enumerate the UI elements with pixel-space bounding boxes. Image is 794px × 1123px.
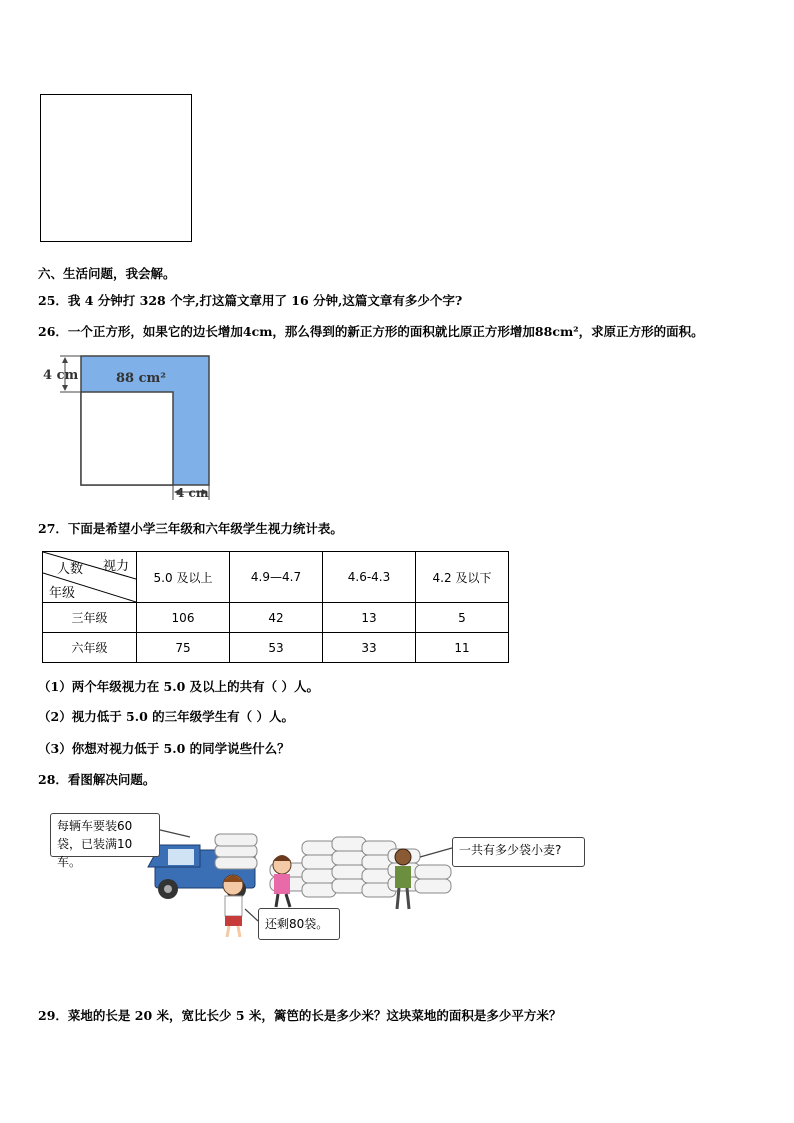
section-title: 六、生活问题，我会解。 (38, 266, 176, 281)
table-row (43, 603, 509, 633)
table-cell: 75 (137, 633, 230, 663)
vision-statistics-table (42, 551, 509, 663)
table-header-row (43, 552, 509, 603)
table-corner-cell (43, 552, 137, 603)
column-header: 4.2 及以下 (416, 552, 509, 603)
blank-drawing-square (40, 94, 192, 242)
child-figure-boy-front (223, 875, 243, 937)
column-header: 4.9—4.7 (230, 552, 323, 603)
column-header: 4.6-4.3 (323, 552, 416, 603)
speech-bubble-truck: 每辆车要装60袋，已装满10车。 (50, 813, 160, 857)
question-26: 26．一个正方形，如果它的边长增加4cm，那么得到的新正方形的面积就比原正方形增加88cm²，求原正方形的面积。 (38, 324, 704, 339)
original-square (81, 392, 173, 485)
table-cell: 11 (416, 633, 509, 663)
square-growth-figure (40, 352, 215, 502)
question-25: 25．我 4 分钟打 328 个字,打这篇文章用了 16 分钟,这篇文章有多少个字? (38, 293, 463, 308)
child-figure-girl (273, 855, 291, 907)
row-grade-label: 三年级 (43, 603, 137, 633)
table-cell: 5 (416, 603, 509, 633)
speech-bubble-question: 一共有多少袋小麦? (452, 837, 585, 867)
question-27: 27．下面是希望小学三年级和六年级学生视力统计表。 (38, 521, 343, 536)
speech-bubble-remaining: 还剩80袋。 (258, 908, 340, 940)
child-figure-boy-right (395, 849, 411, 909)
corner-label-count: 人数 (57, 562, 84, 577)
corner-label-vision: 视力 (103, 559, 130, 574)
row-grade-label: 六年级 (43, 633, 137, 663)
question-27-sub-3: （3）你想对视力低于 5.0 的同学说些什么？ (38, 741, 290, 756)
table-cell: 33 (323, 633, 416, 663)
wheat-bags-pile (270, 837, 451, 897)
corner-label-grade: 年级 (49, 586, 76, 601)
question-27-sub-1: （1）两个年级视力在 5.0 及以上的共有（ ）人。 (38, 679, 320, 694)
table-cell: 13 (323, 603, 416, 633)
area-label: 88 cm² (116, 371, 166, 386)
left-side-label: 4 cm (43, 368, 79, 383)
table-cell: 42 (230, 603, 323, 633)
question-28: 28．看图解决问题。 (38, 772, 156, 787)
table-cell: 53 (230, 633, 323, 663)
question-27-sub-2: （2）视力低于 5.0 的三年级学生有（ ）人。 (38, 709, 295, 724)
column-header: 5.0 及以上 (137, 552, 230, 603)
table-cell: 106 (137, 603, 230, 633)
question-29: 29．菜地的长是 20 米，宽比长少 5 米，篱笆的长是多少米？这块菜地的面积是多少平方米？ (38, 1008, 562, 1023)
table-row (43, 633, 509, 663)
bottom-side-label: 4 cm (176, 486, 209, 500)
